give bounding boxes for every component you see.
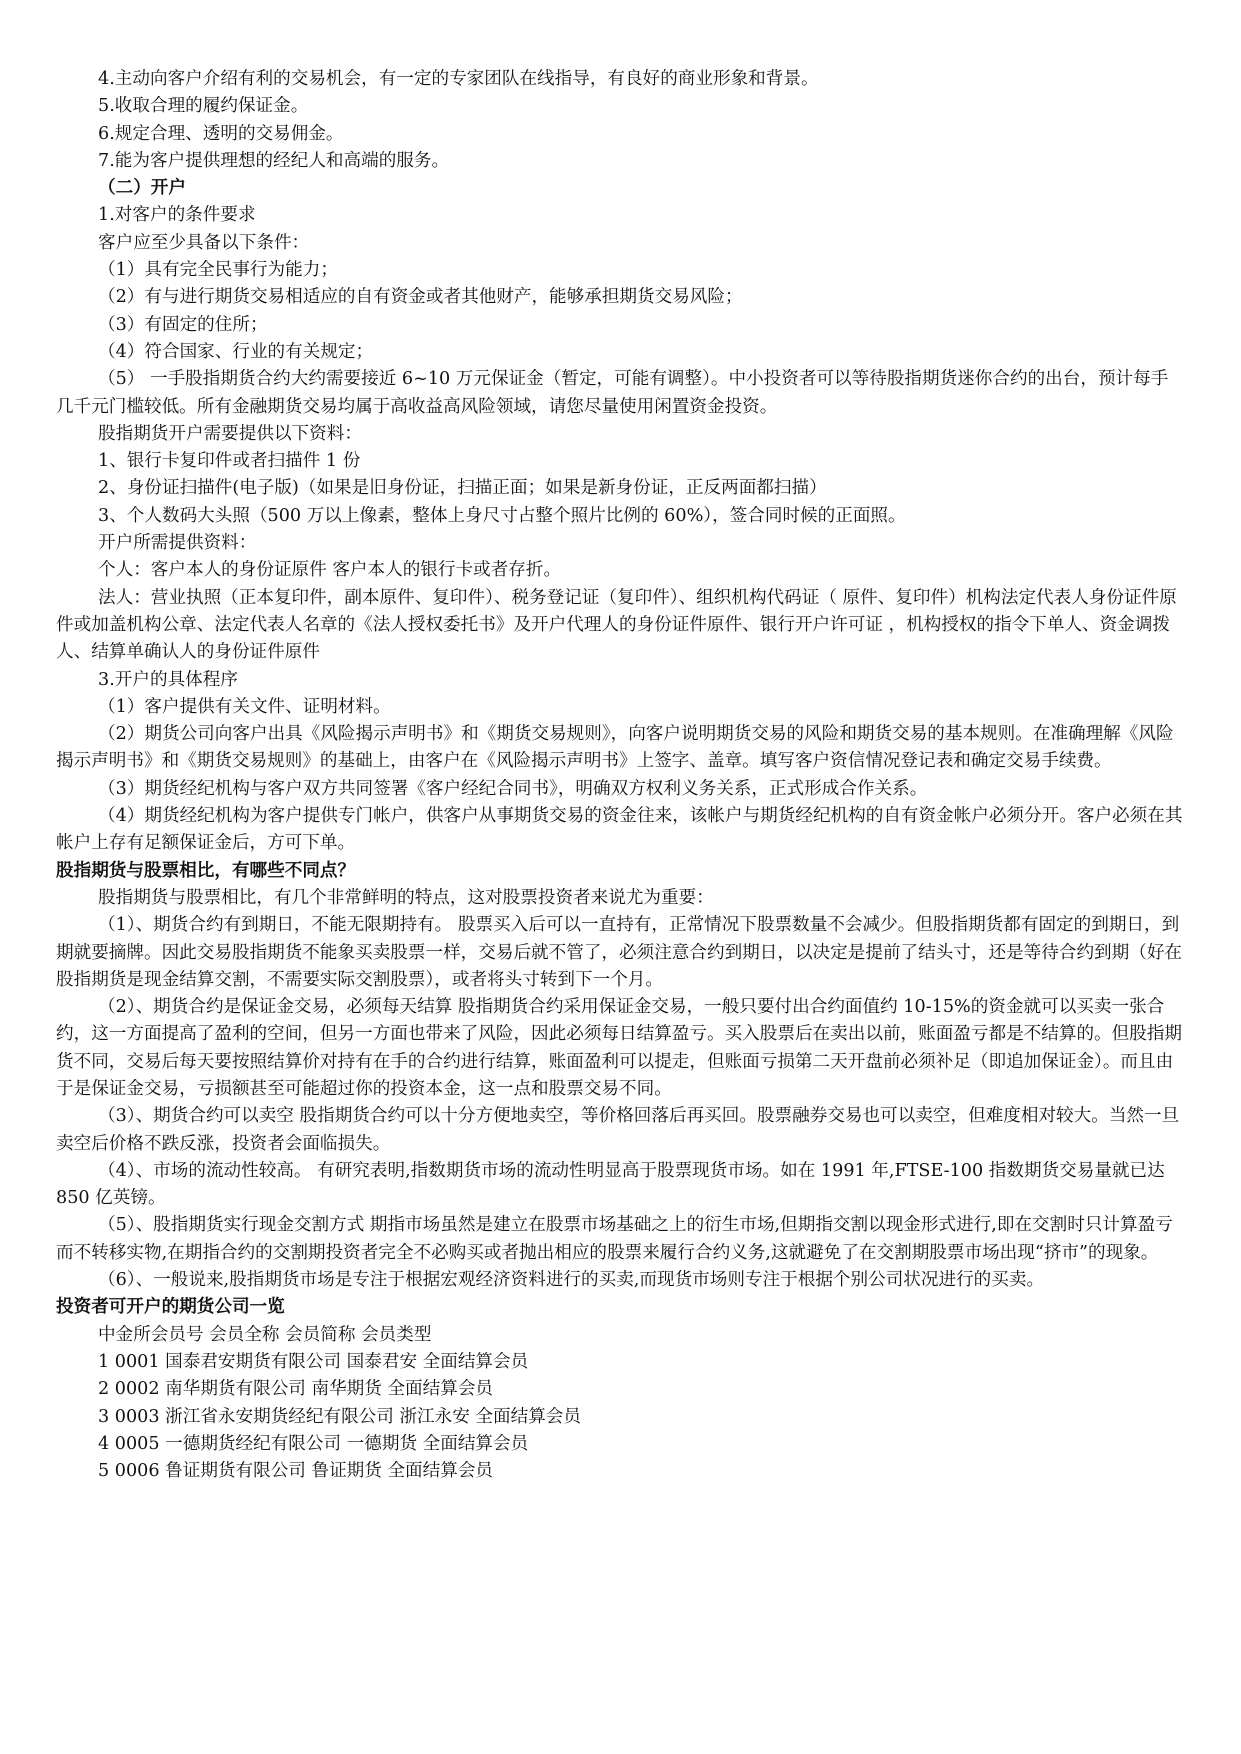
paragraph: （3）有固定的住所； (98, 314, 268, 335)
paragraph: （1）具有完全民事行为能力； (98, 260, 338, 281)
paragraph: （1）客户提供有关文件、证明材料。 (98, 696, 391, 717)
paragraph: （2）期货公司向客户出具《风险揭示声明书》和《期货交易规则》，向客户说明期货交易的风险和期货交易的基本规则。在准确理解《风险揭示声明书》和《期货交易规则》的基础上，由客户在《风险揭示声明书》上签字、盖章。填写客户资信情况登记表和确定交易手续费。 (56, 724, 1174, 772)
paragraph: （6）、一般说来,股指期货市场是专注于根据宏观经济资料进行的买卖,而现货市场则专注于根据个别公司状况进行的买卖。 (98, 1270, 1045, 1291)
section-heading-differences: 股指期货与股票相比，有哪些不同点？ (56, 860, 356, 881)
paragraph: （2）有与进行期货交易相适应的自有资金或者其他财产，能够承担期货交易风险； (98, 287, 743, 308)
table-header: 中金所会员号 会员全称 会员简称 会员类型 (98, 1324, 432, 1345)
paragraph: （5）、股指期货实行现金交割方式 期指市场虽然是建立在股票市场基础之上的衍生市场,但期指交割以现金形式进行,即在交割时只计算盈亏而不转移实物,在期指合约的交割期投资者完全不必购买或者抛出相应的股票来履行合约义务,这就避免了在交割期股票市场出现“挤市”的现象。 (56, 1215, 1173, 1263)
table-row: 4 0005 一德期货经纪有限公司 一德期货 全面结算会员 (98, 1433, 529, 1454)
paragraph: 7.能为客户提供理想的经纪人和高端的服务。 (98, 150, 450, 171)
paragraph: 个人：客户本人的身份证原件 客户本人的银行卡或者存折。 (98, 560, 562, 581)
paragraph: 1、银行卡复印件或者扫描件 1 份 (98, 451, 361, 472)
paragraph: 6.规定合理、透明的交易佣金。 (98, 123, 344, 144)
paragraph: （2）、期货合约是保证金交易，必须每天结算 股指期货合约采用保证金交易，一般只要付出合约面值约 10-15%的资金就可以买卖一张合约，这一方面提高了盈利的空间，但另一方面也带来了风险，因此必须每日结算盈亏。买入股票后在卖出以前，账面盈亏都是不结算的。但股指期货不同，交易后每天要按照结算价对持有在手的合约进行结算，账面盈利可以提走，但账面亏损第二天开盘前必须补足（即追加保证金）。而且由于是保证金交易，亏损额甚至可能超过你的投资本金，这一点和股票交易不同。 (56, 997, 1183, 1099)
table-row: 5 0006 鲁证期货有限公司 鲁证期货 全面结算会员 (98, 1461, 494, 1482)
paragraph: 股指期货开户需要提供以下资料： (98, 423, 362, 444)
table-row: 2 0002 南华期货有限公司 南华期货 全面结算会员 (98, 1379, 494, 1400)
paragraph: 股指期货与股票相比，有几个非常鲜明的特点，这对股票投资者来说尤为重要： (98, 887, 714, 908)
paragraph: 1.对客户的条件要求 (98, 205, 256, 226)
paragraph: （4）符合国家、行业的有关规定； (98, 341, 374, 362)
paragraph: （4）期货经纪机构为客户提供专门帐户，供客户从事期货交易的资金往来，该帐户与期货经纪机构的自有资金帐户必须分开。客户必须在其帐户上存有足额保证金后，方可下单。 (56, 806, 1183, 854)
paragraph: 法人：营业执照（正本复印件，副本原件、复印件）、税务登记证（复印件）、组织机构代码证（ 原件、复印件）机构法定代表人身份证件原件或加盖机构公章、法定代表人名章的《法人授权委托书》及开户代理人的身份证件原件、银行开户许可证 ，机构授权的指令下单人、资金调拨人、结算单确认人的身份证件原件 (56, 587, 1177, 663)
section-heading-companies: 投资者可开户的期货公司一览 (56, 1297, 285, 1318)
paragraph: 2、身份证扫描件(电子版)（如果是旧身份证，扫描正面；如果是新身份证，正反两面都扫描） (98, 478, 827, 499)
paragraph: 5.收取合理的履约保证金。 (98, 96, 309, 117)
paragraph: （4）、市场的流动性较高。 有研究表明,指数期货市场的流动性明显高于股票现货市场。如在 1991 年,FTSE-100 指数期货交易量就已达 850 亿英镑。 (56, 1160, 1165, 1209)
paragraph: （3）期货经纪机构与客户双方共同签署《客户经纪合同书》，明确双方权利义务关系，正式形成合作关系。 (98, 778, 928, 799)
table-row: 1 0001 国泰君安期货有限公司 国泰君安 全面结算会员 (98, 1351, 529, 1372)
paragraph: （1）、期货合约有到期日，不能无限期持有。 股票买入后可以一直持有，正常情况下股票数量不会减少。但股指期货都有固定的到期日，到期就要摘牌。因此交易股指期货不能象买卖股票一样，交易后就不管了，必须注意合约到期日，以决定是提前了结头寸，还是等待合约到期（好在股指期货是现金结算交割，不需要实际交割股票），或者将头寸转到下一个月。 (56, 915, 1183, 990)
section-heading-open-account: （二）开户 (98, 178, 186, 199)
paragraph: 3.开户的具体程序 (98, 669, 238, 690)
paragraph: （3）、期货合约可以卖空 股指期货合约可以十分方便地卖空，等价格回落后再买回。股票融券交易也可以卖空，但难度相对较大。当然一旦卖空后价格不跌反涨，投资者会面临损失。 (56, 1106, 1180, 1154)
paragraph: 客户应至少具备以下条件： (98, 232, 310, 253)
document-body (56, 66, 1184, 1485)
paragraph: （5） 一手股指期货合约大约需要接近 6~10 万元保证金（暂定，可能有调整）。中小投资者可以等待股指期货迷你合约的出台，预计每手几千元门槛较低。所有金融期货交易均属于高收益高风险领域，请您尽量使用闲置资金投资。 (56, 369, 1169, 417)
paragraph: 开户所需提供资料： (98, 533, 257, 554)
paragraph: 3、个人数码大头照（500 万以上像素，整体上身尺寸占整个照片比例的 60%），签合同时候的正面照。 (98, 505, 906, 526)
paragraph: 4.主动向客户介绍有利的交易机会，有一定的专家团队在线指导，有良好的商业形象和背景。 (98, 69, 819, 89)
table-row: 3 0003 浙江省永安期货经纪有限公司 浙江永安 全面结算会员 (98, 1406, 581, 1427)
